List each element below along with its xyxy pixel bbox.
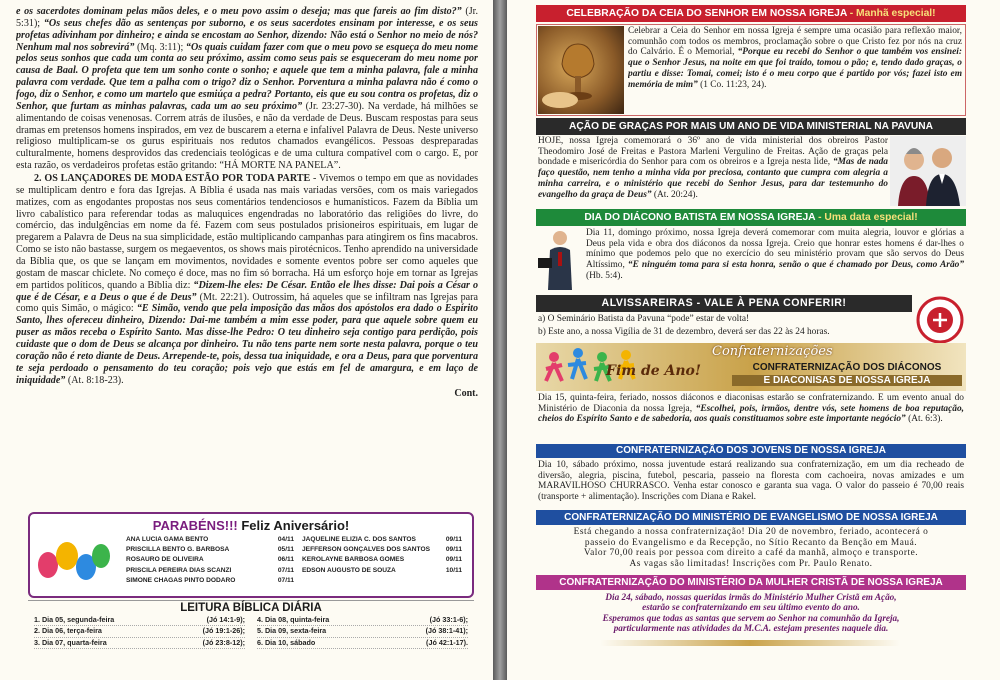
alvissareiras-title: ALVISSAREIRAS - VALE À PENA CONFERIR!: [536, 295, 912, 312]
ceia-text: [628, 26, 962, 114]
birthday-entry: [302, 555, 462, 565]
reading-day: 4. Dia 08, quinta-feira: [257, 615, 330, 624]
birthday-name: ANA LUCIA GAMA BENTO: [126, 536, 209, 543]
text-run: Dia 11, domingo próximo, nossa Igreja deverá comemorar com muita alegria, louvor e glórias a Deus pela vida e obra dos diáconos da nossa Igreja. Creio que honrar estes homens é dar-lhes o mínimo que podemos pelo que no exercício do seu ministério provam que são servos do Deus Altíssimo,: [586, 228, 964, 271]
text-run: “Os quais cuidam fazer com que o meu povo se esqueça do meu nome pelos seus sonhos que cada um conta ao seu próximo, assim como seus pais se esqueceram do meu nome por causa de Baal. O profeta que tem um sonho conte o sonho; e aquele que tem a minha palavra, fale a minha palavra com verdade. Que tem a palha com o trigo? diz o Senhor. Porventura a minha palavra não é como o fogo, diz o Senhor, e como um martelo que esmiúça a pedra? Portanto, eis que eu sou contra os profetas, diz o Senhor, que furtam as minhas palavras, cada um ao seu próximo”: [16, 41, 478, 112]
birthday-name: KEROLAYNE BARBOSA GOMES: [302, 556, 405, 564]
evangelismo-title: CONFRATERNIZAÇÃO DO MINISTÉRIO DE EVANGELISMO DE NOSSA IGREJA: [536, 510, 966, 525]
text-run: (Hb. 5:4).: [586, 270, 623, 281]
article-paragraph-2: [16, 173, 478, 386]
birthday-name: JAQUELINE ELIZIA C. DOS SANTOS: [302, 536, 416, 543]
text-run: (At. 8:18-23).: [65, 374, 124, 386]
left-page: [0, 0, 493, 680]
evangelismo-line-3: Valor 70,00 reais por pessoa com direito a café da manhã, almoço e transporte.: [583, 548, 919, 559]
ceia-title: [536, 5, 966, 22]
sermon-article: [16, 6, 478, 504]
text-run: “E Simão, vendo que pela imposição das mãos dos apóstolos era dado o Espírito Santo, lhes ofereceu dinheiro, Dizendo: Dai-me também a mim esse poder, para que aquele sobre quem eu puser as mãos receba o Espírito Santo. Mas disse-lhe Pedro: O teu dinheiro seja contigo para perdição, pois cuidaste que o dom de Deus se alcança por dinheiro. Tu não tens parte nem sorte nesta palavra, porque o teu coração não é reto diante de Deus. Arrepende-te, pois, dessa tua iniquidade, e ora a Deus, para que porventura te seja perdoado o pensamento do teu coração; pois vejo que estás em fel de amargura, e em laço de iniquidade”: [16, 303, 478, 386]
gracas-text: [538, 136, 888, 206]
birthday-entry: [126, 555, 294, 565]
deacon-figure: [538, 228, 582, 292]
mulher-line-3: Esperamos que todas as santas que servem ao Senhor na comunhão da Igreja,: [602, 612, 900, 623]
birthday-date: 04/11: [277, 536, 294, 543]
birthday-date: 07/11: [277, 566, 294, 574]
confrat-subtitle-2: E DIACONISAS DE NOSSA IGREJA: [732, 375, 962, 386]
reading-entry: [34, 615, 245, 626]
birthday-name: EDSON AUGUSTO DE SOUZA: [302, 566, 396, 574]
ceia-title-main: CELEBRAÇÃO DA CEIA DO SENHOR EM NOSSA IGREJA: [566, 8, 847, 19]
reading-day: 6. Dia 10, sábado: [257, 637, 316, 647]
jovens-text: [538, 460, 964, 508]
confrat-subtitle-1: CONFRATERNIZAÇÃO DOS DIÁCONOS: [752, 362, 942, 373]
mulher-line-4: particularmente nas atividades da M.C.A. estejam presentes naquele dia.: [613, 623, 889, 634]
evangelismo-line-2: passeio do Evangelismo e da Recepção, no Sítio Recanto da Benção em Mauá.: [584, 537, 918, 548]
reading-entry: [257, 638, 468, 649]
birthday-entry: [126, 535, 294, 545]
mulher-line-2: estarão se confraternizando em seu último evento do ano.: [642, 602, 860, 613]
text-run: (Jr. 5:31);: [16, 6, 478, 29]
mulher-title: CONFRATERNIZAÇÃO DO MINISTÉRIO DA MULHER CRISTÃ DE NOSSA IGREJA: [536, 575, 966, 590]
pastors-photo: [890, 136, 966, 206]
birthday-date: 09/11: [445, 536, 462, 543]
diacono-title: [536, 209, 966, 226]
reading-title: LEITURA BÍBLICA DIÁRIA: [28, 600, 474, 614]
text-run: - Vivemos o tempo em que as novidades se multiplicam dentro e fora das Igrejas. A Bíblia é usada nas mais variadas versões, com os mais variegados matizes, com as engodantes propostas nos seus comentários tendenciosos e humanísticos. Fazem da Bíblia um livro cabalístico para referendar todas as maluquices engendradas no laboratório das religiões do livre, do comércio, das indulgências em nome da fé. Fazem com seus postulados prisioneiros espirituais, em lugar de pregarem a Palavra de Deus na sua simplicidade, estão multiplicando campanhas para atingirem os fins macabros. Como se isto não bastasse, surgem os megaeventos, os shows mais pirotécnicos. Tenho aprendido na universidade da Bíblia que, os que se lançam em movimentos, novidades e somente eventos pobre ser como aqueles que gostam de mascar chiclete. No começo é doce, mas no fim só borracha. Há um esforço hoje em tornar as Igrejas em partidos políticos, quando a Bíblia diz:: [16, 173, 478, 291]
reading-reference: (Jó 42:1-17).: [426, 637, 468, 647]
birthday-entry: [126, 566, 294, 576]
reading-entry: [257, 615, 468, 626]
birthday-name: ROSAURO DE OLIVEIRA: [126, 556, 204, 564]
evangelismo-line-1: Está chegando a nossa confraternização! Dia 20 de novembro, feriado, acontecerá o: [573, 527, 929, 537]
ceia-title-sub: - Manhã especial!: [846, 8, 936, 19]
text-run: (Mq. 3:11);: [134, 41, 186, 53]
confraternizacoes-banner: [536, 343, 966, 391]
diacono-title-main: DIA DO DIÁCONO BATISTA EM NOSSA IGREJA: [584, 212, 816, 223]
birthday-title: [30, 518, 472, 533]
text-run: “Os seus chefes dão as sentenças por suborno, e os seus sacerdotes ensinam por interesse, e os seus profetas adivinham por dinheiro; e ainda se encostam ao Senhor, dizendo: Não está o Senhor no meio de nós? Nenhum mal nos sobrevirá”: [16, 17, 478, 53]
reading-reference: (Jó 38:1-41);: [425, 626, 468, 636]
reading-day: 1. Dia 05, segunda-feira: [34, 615, 115, 624]
text-run: (1 Co. 11:23, 24).: [697, 79, 767, 90]
birthday-entry: [302, 535, 462, 545]
reading-reference: (Jó 33:1-6);: [429, 615, 468, 624]
birthday-entry: [126, 545, 294, 555]
text-run: “Dizem-lhe eles: De César. Então ele lhes disse: Dai pois a César o que é de César, e a Deus o que é de Deus”: [16, 279, 478, 303]
continued-label: Cont.: [454, 387, 478, 399]
birthday-name: JEFFERSON GONÇALVES DOS SANTOS: [302, 546, 430, 554]
reading-entry: [34, 638, 245, 649]
birthday-name: PRISCILLA BENTO G. BARBOSA: [126, 546, 230, 554]
alvissareiras-list: [538, 313, 910, 341]
reading-day: 3. Dia 07, quarta-feira: [34, 637, 107, 647]
text-run: HOJE, nossa Igreja comemorará o 36º ano de vida ministerial dos obreiros Pastor Theodomiro José de Freitas e Pastora Marleni Vergulino de Freitas. Ação de graças pela bondade e misericórdia do Senhor para com os obreiros e a Igreja nesta lide,: [538, 136, 888, 168]
birthday-date: 09/11: [445, 556, 462, 564]
mulher-line-1: Dia 24, sábado, nossas queridas irmãs do Ministério Mulher Cristã em Ação,: [605, 592, 897, 602]
text-run: (Jr. 23:27-30). Na verdade, há milhões se alimentando de coisas venenosas. Correm atrás de ilusões, e não da verdade de Deus. Buscam respostas para seus dramas em pretensos homens inspirados, em vez de buscarem a eterna e infalível Palavra de Deus. Neste universo religioso multiplicam-se os gurus espirituais nos redutos chamados evangélicos. Pessoas despreparadas culturalmente, homens desprovidos das credenciais teológicas e de uma cultura compatível com o cargo. E, por esta razão, os verdadeiros profetas estão gritando: “HÁ MORTE NA PANELA”.: [16, 100, 478, 172]
confrat-script-2: Fim de Ano!: [606, 363, 702, 379]
text-run: (Mt. 22:21). Outrossim, há aqueles que se infiltram nas Igrejas para como quis Simão, o mágico:: [16, 291, 478, 315]
text-run: 2. OS LANÇADORES DE MODA ESTÃO POR TODA PARTE: [34, 173, 311, 185]
reading-reference: (Jó 19:1-26);: [202, 626, 245, 636]
birthday-date: 10/11: [445, 566, 462, 574]
reading-day: 5. Dia 09, sexta-feira: [257, 626, 327, 636]
jovens-title: CONFRATERNIZAÇÃO DOS JOVENS DE NOSSA IGREJA: [536, 444, 966, 458]
text-run: “Escolhei, pois, irmãos, dentre vós, sete homens de boa reputação, cheios do Espírito Santo e de sabedoria, aos quais constituamos sobre este importante negócio”: [538, 403, 964, 425]
birthday-entry: [302, 545, 462, 555]
reading-reference: (Jó 23:8-12);: [202, 637, 245, 647]
article-paragraph-1: [16, 6, 478, 172]
reading-column-2: [251, 615, 474, 649]
text-run: (At. 20:24).: [651, 189, 698, 200]
text-run: “Porque eu recebi do Senhor o que também vos ensinei: que o Senhor Jesus, na noite em que foi traído, tomou o pão; e, tendo dado graças, o partiu e disse: Tomai, comei; isto é o meu corpo que é partido por vós; fazei isto em memória de mim”: [628, 47, 962, 90]
reading-reference: (Jó 14:1-9);: [206, 615, 245, 624]
balloons-icon: [36, 538, 116, 596]
diacono-title-sub: - Uma data especial!: [815, 212, 918, 223]
mulher-text: [538, 592, 964, 638]
text-run: Dia 10, sábado próximo, nossa juventude estará realizando sua confraternização, em um dia recheado de diversão, alegria, piscina, futebol, pescaria, passeio na floresta com cachoeira, novas amizades e um MARAVILHOSO CHURRASCO. Venha estar conosco e garanta sua vaga. O valor do passeio é 70,00 reais (transporte + alimentação). Inscrições com Diana e Rakel.: [538, 460, 964, 503]
birthday-title-congrats: PARABÉNS!!!: [152, 518, 238, 533]
birthday-entry: [126, 576, 294, 586]
reading-day: 2. Dia 06, terça-feira: [34, 626, 102, 636]
diacono-text: [586, 228, 964, 292]
text-run: (At. 6:3).: [905, 414, 943, 425]
birthday-column-2: [294, 535, 462, 586]
reading-entry: [34, 626, 245, 637]
birthday-date: 09/11: [445, 546, 462, 554]
birthday-title-text: Feliz Aniversário!: [237, 518, 350, 533]
birthday-name: PRISCILA PEREIRA DIAS SCANZI: [126, 566, 232, 574]
birthday-box: [28, 512, 474, 598]
text-run: e os sacerdotes dominam pelas mãos deles, e o meu povo assim o deseja; mas que fareis ao fim disto?”: [16, 6, 462, 17]
alvissareiras-item-a: a) O Seminário Batista da Pavuna “pode” estar de volta!: [538, 314, 750, 324]
page-gutter: [493, 0, 507, 680]
gracas-title: AÇÃO DE GRAÇAS POR MAIS UM ANO DE VIDA MINISTERIAL NA PAVUNA: [536, 118, 966, 135]
alvissareiras-item-b: b) Este ano, a nossa Vigília de 31 de dezembro, deverá ser das 22 às 24 horas.: [538, 327, 830, 337]
evangelismo-text: [538, 527, 964, 575]
bible-reading-box: [28, 600, 474, 674]
reading-column-1: [28, 615, 251, 649]
text-run: Dia 15, quinta-feira, feriado, nossos diáconos e diaconisas estarão se confraternizando. É um evento anual do Ministério de Diaconia da nossa Igreja,: [538, 393, 964, 414]
birthday-date: 07/11: [277, 576, 294, 584]
communion-image: [538, 26, 624, 114]
birthday-entry: [302, 566, 462, 576]
birthday-name: SIMONE CHAGAS PINTO DODARO: [126, 576, 236, 584]
birthday-date: 05/11: [277, 546, 294, 554]
birthday-column-1: [126, 535, 294, 586]
diaconos-text: [538, 393, 964, 441]
text-run: “Mas de nada faço questão, nem tenho a minha vida por preciosa, contanto que cumpra com alegria a minha carreira, e o ministério que recebi do Senhor Jesus, para dar testemunho do evangelho da graça de Deus”: [538, 157, 888, 200]
ornament-divider: [600, 640, 900, 646]
birthday-date: 06/11: [277, 556, 294, 564]
text-run: Celebrar a Ceia do Senhor em nossa Igreja é sempre uma ocasião para reflexão maior, comunhão com todos os membros, proclamação sobre o que Cristo fez por nós na cruz do Calvário. É o Memorial,: [628, 26, 962, 58]
seminary-seal-icon: [916, 296, 964, 344]
text-run: “E ninguém toma para si esta honra, senão o que é chamado por Deus, como Arão”: [627, 260, 964, 271]
evangelismo-line-4: As vagas são limitadas! Inscrições com Pr. Paulo Renato.: [629, 559, 873, 570]
confrat-script: Confraternizações: [712, 344, 833, 359]
reading-entry: [257, 626, 468, 637]
